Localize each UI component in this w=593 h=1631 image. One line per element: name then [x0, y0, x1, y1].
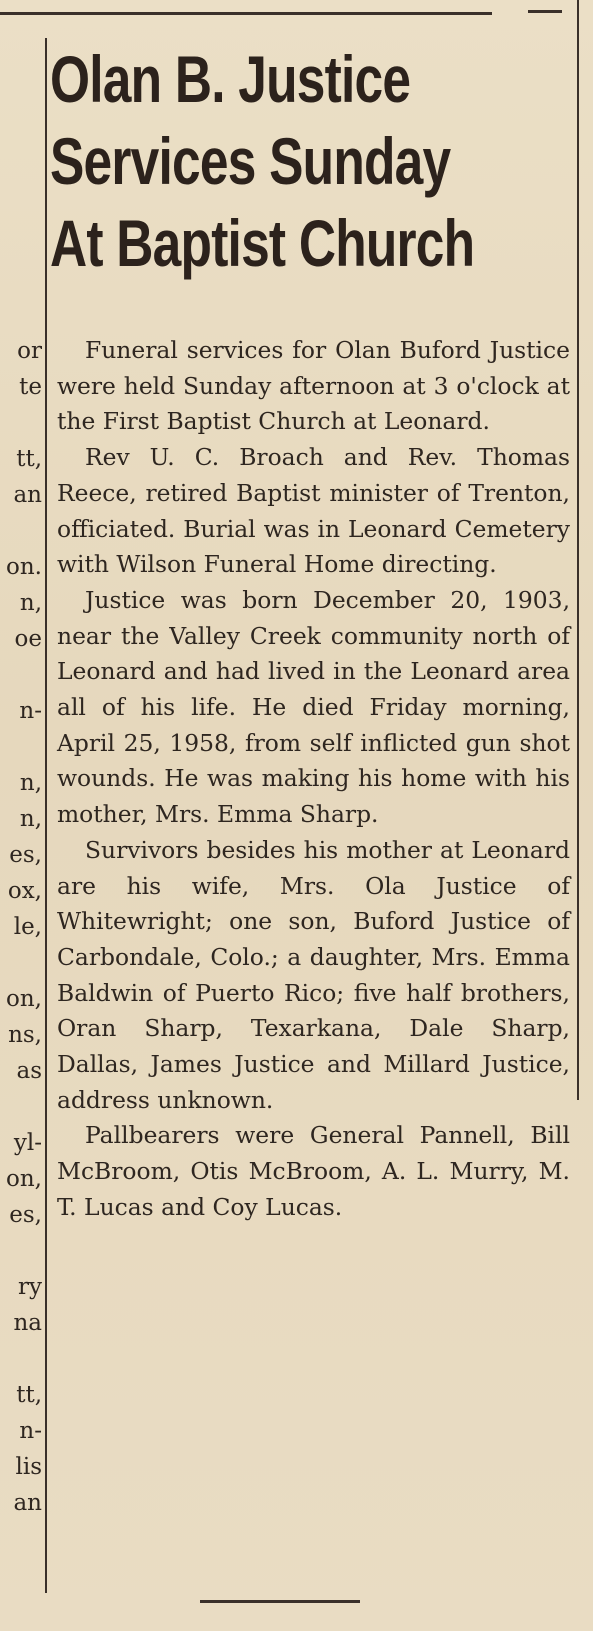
adjacent-column-fragment	[0, 945, 42, 981]
adjacent-column-fragment: n,	[19, 590, 42, 616]
adjacent-column-fragment: es,	[9, 842, 42, 868]
adjacent-column-fragment: tt,	[16, 1382, 42, 1408]
adjacent-column-fragment: as	[16, 1058, 42, 1084]
adjacent-column-fragment	[0, 1233, 42, 1269]
paragraph-officiants: Rev U. C. Broach and Rev. Thomas Reece, retired Baptist minister of Trenton, officiated. Burial was in Leonard Cemetery with Wilson Funeral Home directing.	[57, 443, 570, 579]
column-divider-right	[577, 0, 579, 1100]
adjacent-column-fragment: on,	[6, 1166, 42, 1192]
headline	[50, 38, 475, 284]
adjacent-column-fragment	[0, 657, 42, 693]
headline-line-1: Olan B. Justice	[50, 42, 411, 116]
adjacent-column-fragment: on,	[6, 986, 42, 1012]
adjacent-column-fragment: n,	[19, 806, 42, 832]
paragraph-biography: Justice was born December 20, 1903, near the Valley Creek community north of Leonard and had lived in the Leonard area all of his life. He died Friday morning, April 25, 1958, from self inflicted gun shot wounds. He was making his home with his mother, Mrs. Emma Sharp.	[57, 585, 570, 829]
adjacent-column-fragment: le,	[13, 914, 42, 940]
adjacent-column-fragment: ns,	[8, 1022, 42, 1048]
headline-line-2: Services Sunday	[50, 124, 451, 198]
adjacent-column-fragment: or	[17, 338, 42, 364]
adjacent-column-fragment	[0, 405, 42, 441]
adjacent-column-fragment	[0, 729, 42, 765]
adjacent-column-fragment: na	[13, 1310, 42, 1336]
paragraph-pallbearers: Pallbearers were General Pannell, Bill McBroom, Otis McBroom, A. L. Murry, M. T. Lucas and Coy Lucas.	[57, 1121, 570, 1221]
adjacent-column-fragment: n-	[19, 698, 42, 724]
top-rule	[0, 12, 492, 15]
column-divider-left	[45, 38, 47, 1593]
adjacent-column-fragments	[0, 333, 42, 1521]
adjacent-column-fragment: lis	[15, 1454, 42, 1480]
adjacent-column-fragment: n,	[19, 770, 42, 796]
adjacent-column-fragment: an	[13, 482, 42, 508]
adjacent-column-fragment: n-	[19, 1418, 42, 1444]
adjacent-column-fragment: es,	[9, 1202, 42, 1228]
adjacent-column-fragment	[0, 513, 42, 549]
paragraph-funeral: Funeral services for Olan Buford Justice were held Sunday afternoon at 3 o'clock at the First Baptist Church at Leonard.	[57, 336, 570, 436]
article-body	[57, 333, 570, 1226]
adjacent-column-fragment	[0, 1341, 42, 1377]
adjacent-column-fragment	[0, 1089, 42, 1125]
top-rule-right	[528, 10, 562, 13]
adjacent-column-fragment: oe	[14, 626, 42, 652]
paragraph-survivors: Survivors besides his mother at Leonard are his wife, Mrs. Ola Justice of Whitewright; one son, Buford Justice of Carbondale, Colo.; a daughter, Mrs. Emma Baldwin of Puerto Rico; five half brothers, Oran Sharp, Texarkana, Dale Sharp, Dallas, James Justice and Millard Justice, address unknown.	[57, 835, 570, 1114]
adjacent-column-fragment: an	[13, 1490, 42, 1516]
headline-line-3: At Baptist Church	[50, 206, 475, 280]
bottom-rule	[200, 1600, 360, 1603]
adjacent-column-fragment: ox,	[7, 878, 42, 904]
adjacent-column-fragment: tt,	[16, 446, 42, 472]
adjacent-column-fragment: ry	[18, 1274, 42, 1300]
adjacent-column-fragment: yl-	[13, 1130, 42, 1156]
adjacent-column-fragment: te	[19, 374, 42, 400]
adjacent-column-fragment: on.	[6, 554, 42, 580]
